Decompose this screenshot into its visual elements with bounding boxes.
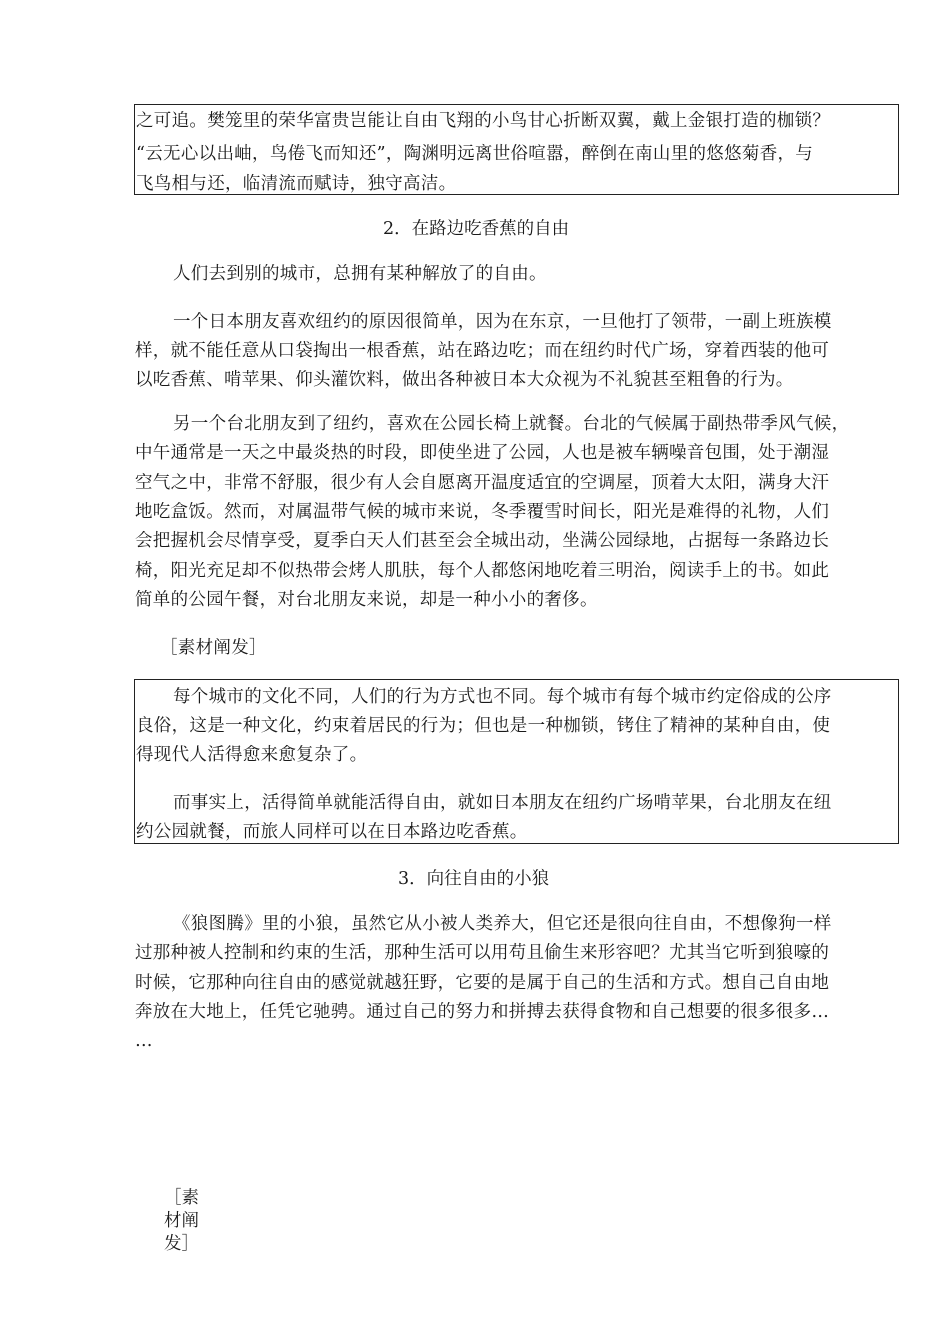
paragraph-line: 过那种被人控制和约束的生活，那种生活可以用苟且偷生来形容吧？尤其当它听到狼嚎的 [135, 943, 830, 963]
paragraph-line: 时候，它那种向往自由的感觉就越狂野，它要的是属于自己的生活和方式。想自己自由地 [135, 973, 830, 993]
paragraph-line: 一个日本朋友喜欢纽约的原因很简单，因为在东京，一旦他打了领带，一副上班族模 [173, 312, 832, 332]
paragraph-line: 地吃盒饭。然而，对属温带气候的城市来说，冬季覆雪时间长，阳光是难得的礼物，人们 [135, 502, 830, 522]
paragraph-line: 人们去到别的城市，总拥有某种解放了的自由。 [173, 264, 547, 284]
box-line: 良俗，这是一种文化，约束着居民的行为；但也是一种枷锁，铐住了精神的某种自由，使 [136, 716, 831, 736]
text-line: “云无心以出岫，鸟倦飞而知还”，陶渊明远离世俗喧嚣，醉倒在南山里的悠悠菊香，与 [136, 144, 814, 164]
paragraph-line: 中午通常是一天之中最炎热的时段，即使坐进了公园，人也是被车辆噪音包围，处于潮湿 [135, 443, 830, 463]
paragraph-line: 简单的公园午餐，对台北朋友来说，却是一种小小的奢侈。 [135, 590, 598, 610]
paragraph-line: 椅，阳光充足却不似热带会烤人肌肤，每个人都悠闲地吃着三明治，阅读手上的书。如此 [135, 561, 830, 581]
box-line: 而事实上，活得简单就能活得自由，就如日本朋友在纽约广场啃苹果，台北朋友在纽 [173, 793, 832, 813]
material-label-line: 材阐 [164, 1211, 199, 1231]
paragraph-line: 样，就不能任意从口袋掏出一根香蕉，站在路边吃；而在纽约时代广场，穿着西装的他可 [135, 341, 830, 361]
paragraph-line: … [135, 1031, 153, 1051]
box-line: 得现代人活得愈来愈复杂了。 [136, 745, 368, 765]
box-line: 约公园就餐，而旅人同样可以在日本路边吃香蕉。 [136, 822, 528, 842]
paragraph-line: 会把握机会尽情享受，夏季白天人们甚至会全城出动，坐满公园绿地，占据每一条路边长 [135, 531, 830, 551]
material-label-line: 发］ [164, 1234, 199, 1254]
paragraph-line: 以吃香蕉、啃苹果、仰头灌饮料，做出各种被日本大众视为不礼貌甚至粗鲁的行为。 [135, 370, 794, 390]
text-line: 之可追。樊笼里的荣华富贵岂能让自由飞翔的小鸟甘心折断双翼，戴上金银打造的枷锁？ [136, 111, 831, 131]
paragraph-line: 奔放在大地上，任凭它驰骋。通过自己的努力和拼搏去获得食物和自己想要的很多很多… [135, 1002, 830, 1022]
paragraph-line: 另一个台北朋友到了纽约，喜欢在公园长椅上就餐。台北的气候属于副热带季风气候， [173, 414, 850, 434]
paragraph-line: 空气之中，非常不舒服，很少有人会自愿离开温度适宜的空调屋，顶着大太阳，满身大汗 [135, 473, 830, 493]
section-heading: 2．在路边吃香蕉的自由 [383, 219, 570, 239]
text-line: 飞鸟相与还，临清流而赋诗，独守高洁。 [136, 174, 457, 194]
material-label: ［素材阐发］ [160, 638, 267, 658]
paragraph-line: 《狼图腾》里的小狼，虽然它从小被人类养大，但它还是很向往自由，不想像狗一样 [173, 914, 832, 934]
material-label-line: ［素 [164, 1188, 199, 1208]
box-line: 每个城市的文化不同，人们的行为方式也不同。每个城市有每个城市约定俗成的公序 [173, 687, 832, 707]
section-heading: 3．向往自由的小狼 [398, 869, 550, 889]
